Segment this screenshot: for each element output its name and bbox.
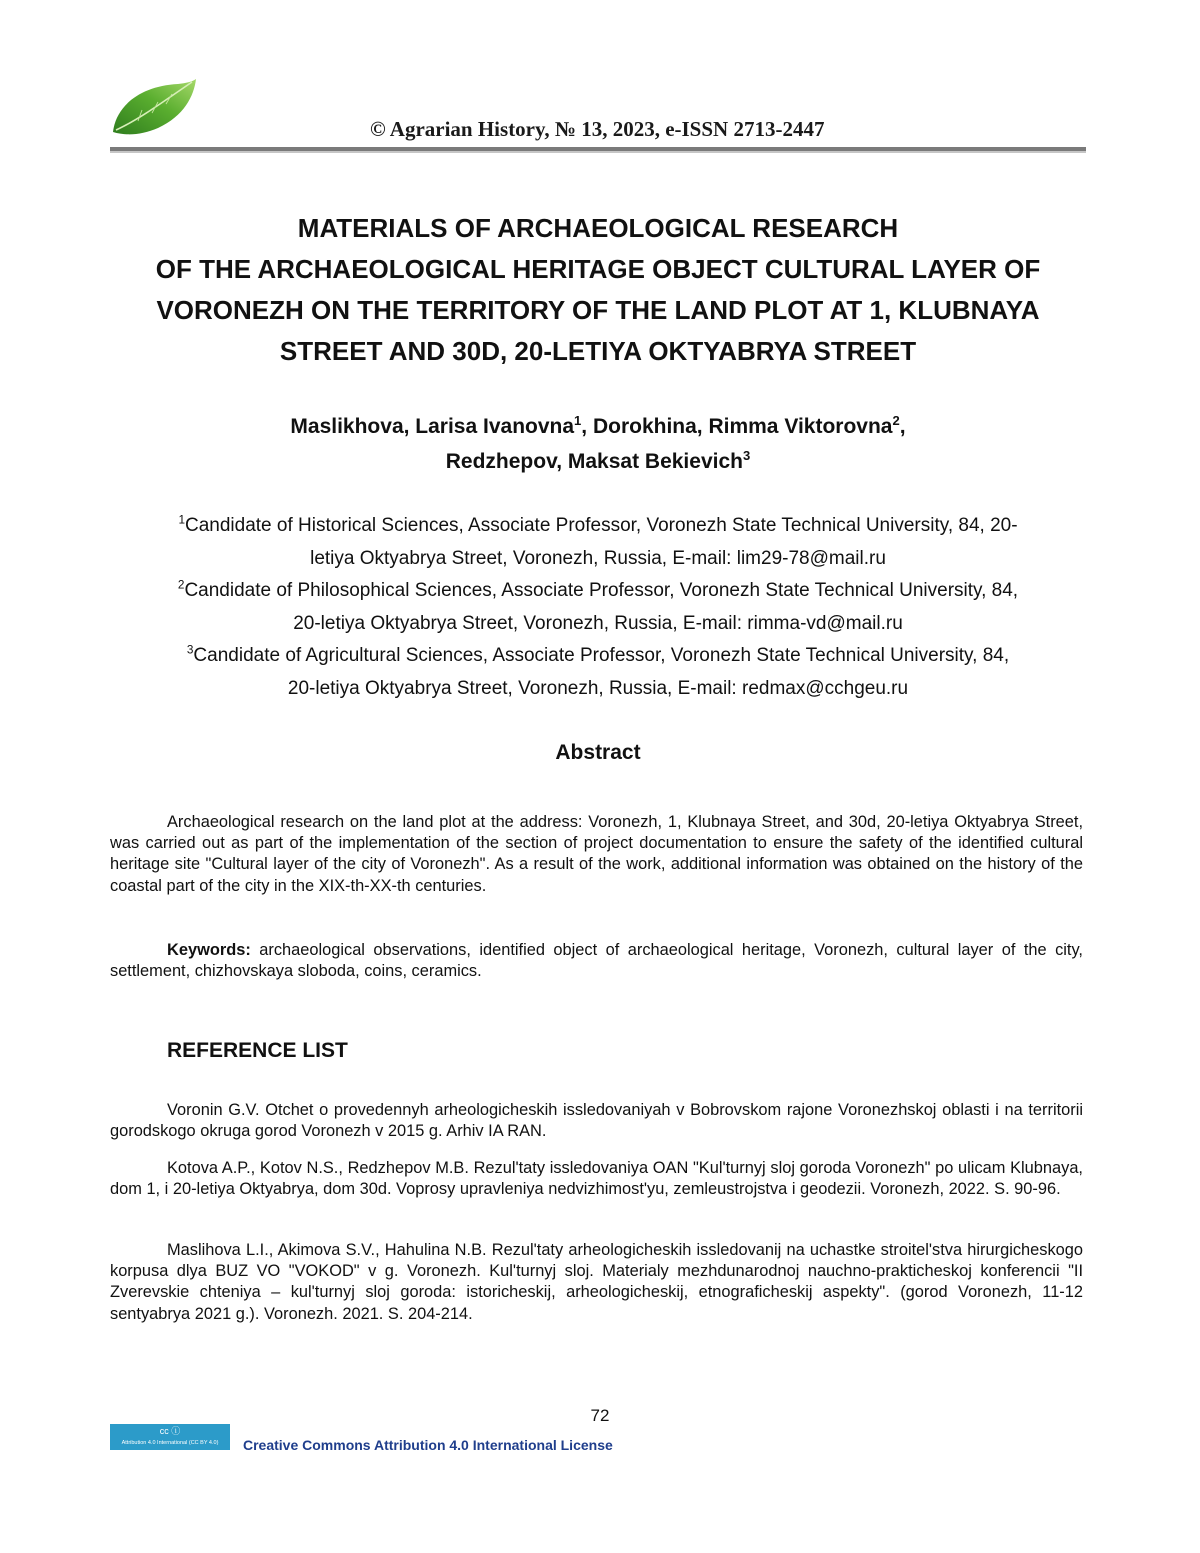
affiliation-text: Candidate of Philosophical Sciences, Associate Professor, Voronezh State Technical University, 84, bbox=[184, 580, 1019, 602]
affiliation-sup: 3 bbox=[186, 644, 194, 658]
author-sup: 2 bbox=[892, 413, 900, 428]
affiliation-text: Candidate of Historical Sciences, Associate Professor, Voronezh State Technical University, 84, 20- bbox=[184, 515, 1018, 536]
author-list bbox=[110, 409, 1086, 479]
author-sup: 3 bbox=[742, 448, 751, 463]
affiliation-line bbox=[110, 510, 1086, 543]
references-heading: REFERENCE LIST bbox=[167, 1039, 348, 1062]
author-name: Redzhepov, Maksat Bekievich bbox=[445, 450, 743, 473]
affiliation-line bbox=[110, 575, 1086, 608]
author-sup: 1 bbox=[574, 413, 582, 428]
author-name: Maslikhova, Larisa Ivanovna bbox=[290, 415, 575, 438]
author-line bbox=[110, 409, 1086, 444]
affiliation-line: 20-letiya Oktyabrya Street, Voronezh, Russia, E-mail: rimma-vd@mail.ru bbox=[293, 612, 903, 634]
license-link[interactable]: Creative Commons Attribution 4.0 International License bbox=[243, 1437, 613, 1453]
title-line: VORONEZH ON THE TERRITORY OF THE LAND PLOT AT 1, KLUBNAYA bbox=[156, 295, 1040, 325]
reference-item: Kotova A.P., Kotov N.S., Redzhepov M.B. Rezul'taty issledovaniya OAN "Kul'turnyj sloj goroda Voronezh" po ulicam Klubnaya, dom 1, i 20-letiya Oktyabrya, dom 30d. Voprosy upravleniya nedvizhimost'yu, zemleustrojstva i geodezii. Voronezh, 2022. S. 90-96. bbox=[110, 1159, 1083, 1199]
keywords-paragraph bbox=[110, 940, 1083, 982]
leaf-icon bbox=[108, 76, 200, 138]
affiliation-text: Candidate of Agricultural Sciences, Associate Professor, Voronezh State Technical University, 84, bbox=[193, 645, 1010, 667]
affiliation-sup: 1 bbox=[178, 513, 185, 527]
reference-item: Voronin G.V. Otchet o provedennyh arheologicheskih issledovaniyah v Bobrovskom rajone Voronezhskoj oblasti i na territorii gorodskogo okruga gorod Voronezh v 2015 g. Arhiv IA RAN. bbox=[110, 1101, 1083, 1141]
affiliation-list bbox=[110, 510, 1086, 706]
journal-header: © Agrarian History, № 13, 2023, e-ISSN 2713-2447 bbox=[370, 117, 825, 141]
affiliation-sup: 2 bbox=[177, 578, 185, 592]
keywords-text: archaeological observations, identified object of archaeological heritage, Voronezh, cultural layer of the city, settlement, chizhovskaya sloboda, coins, ceramics. bbox=[110, 941, 1083, 981]
title-line: STREET AND 30D, 20-LETIYA OKTYABRYA STREET bbox=[279, 336, 917, 366]
affiliation-line: letiya Oktyabrya Street, Voronezh, Russia, E-mail: lim29-78@mail.ru bbox=[310, 547, 886, 569]
page-number: 72 bbox=[590, 1406, 610, 1425]
affiliation-line: 20-letiya Oktyabrya Street, Voronezh, Russia, E-mail: redmax@cchgeu.ru bbox=[287, 677, 909, 699]
author-separator: , bbox=[899, 415, 906, 438]
reference-item: Maslihova L.I., Akimova S.V., Hahulina N.B. Rezul'taty arheologicheskih issledovanij na uchastke stroitel'stva hirurgicheskogo korpusa dlya BUZ VO "VOKOD" v g. Voronezh. Kul'turnyj sloj. Materialy mezhdunarodnoj nauchno-prakticheskoj konferencii "II Zverevskie chteniya – kul'turnyj sloj goroda: istoricheskij, arheologicheskij, etnograficheskij aspekty". (gorod Voronezh, 11-12 sentyabrya 2021 g.). Voronezh. 2021. S. 204-214. bbox=[110, 1241, 1083, 1323]
cc-badge-caption: Attribution 4.0 International (CC BY 4.0) bbox=[121, 1440, 219, 1446]
cc-icon: cc ⓘ bbox=[159, 1426, 181, 1436]
cc-license-badge[interactable] bbox=[110, 1424, 230, 1450]
author-line bbox=[110, 444, 1086, 479]
abstract-heading: Abstract bbox=[555, 741, 641, 764]
header-rule-shadow bbox=[110, 151, 1086, 153]
article-title bbox=[110, 208, 1086, 372]
title-line: MATERIALS OF ARCHAEOLOGICAL RESEARCH bbox=[297, 213, 899, 243]
abstract-text: Archaeological research on the land plot at the address: Voronezh, 1, Klubnaya Street, and 30d, 20-letiya Oktyabrya Street, was carried out as part of the implementation of the section of project documentation to ensure the safety of the identified cultural heritage site "Cultural layer of the city of Voronezh". As a result of the work, additional information was obtained on the history of the coastal part of the city in the XIX-th-XX-th centuries. bbox=[110, 813, 1083, 895]
affiliation-line bbox=[110, 640, 1086, 673]
title-line: OF THE ARCHAEOLOGICAL HERITAGE OBJECT CULTURAL LAYER OF bbox=[155, 254, 1041, 284]
keywords-label: Keywords: bbox=[167, 941, 251, 959]
author-name: Dorokhina, Rimma Viktorovna bbox=[592, 415, 893, 438]
author-separator: , bbox=[581, 415, 593, 438]
